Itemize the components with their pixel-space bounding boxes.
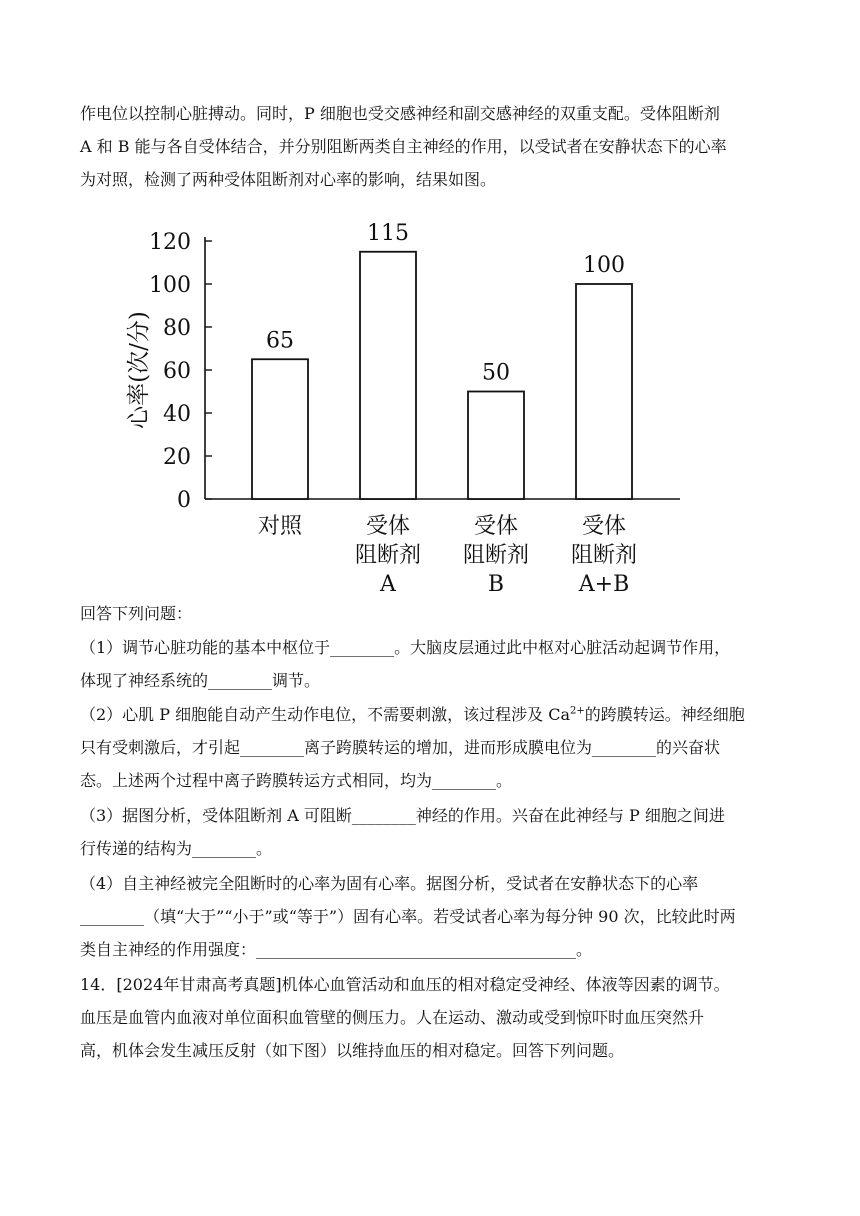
text-line: 血压是血管内血液对单位面积血管壁的侧压力。人在运动、激动或受到惊吓时血压突然升	[80, 1008, 705, 1027]
text-segment: 的跨膜转运。神经细胞	[584, 705, 745, 724]
y-tick-label: 120	[149, 230, 191, 255]
y-tick-label: 60	[163, 359, 191, 384]
y-tick-label: 40	[163, 402, 191, 427]
text-line: 类自主神经的作用强度：________________________________________。	[80, 940, 593, 959]
text-line: 回答下列问题：	[80, 604, 193, 623]
question-1	[80, 631, 780, 697]
text-line: 行传递的结构为________。	[80, 839, 273, 858]
text-line: 只有受刺激后，才引起________离子跨膜转运的增加，进而形成膜电位为________的兴奋状	[80, 738, 721, 757]
question-4	[80, 867, 780, 966]
text-line: 作电位以控制心脏搏动。同时，P 细胞也受交感神经和副交感神经的双重支配。受体阻断剂	[80, 104, 720, 123]
question-2	[80, 698, 780, 797]
text-line: 态。上述两个过程中离子跨膜转运方式相同，均为________。	[80, 771, 513, 790]
text-line: （4）自主神经被完全阻断时的心率为固有心率。据图分析，受试者在安静状态下的心率	[80, 874, 699, 893]
y-axis-label: 心率(次/分)	[126, 311, 152, 429]
bar-data-label: 100	[583, 253, 625, 278]
text-line: 高，机体会发生减压反射（如下图）以维持血压的相对稳定。回答下列问题。	[80, 1041, 625, 1060]
x-category-label: 受体	[365, 514, 411, 539]
x-category-label: 受体	[473, 514, 519, 539]
text-segment: （2）心肌 P 细胞能自动产生动作电位，不需要刺激，该过程涉及 Ca	[80, 705, 570, 724]
bar	[468, 392, 524, 500]
x-category-label: 阻断剂	[354, 543, 422, 568]
text-line: ________（填“大于”“小于”或“等于”）固有心率。若受试者心率为每分钟 90 次，比较此时两	[80, 907, 736, 926]
x-category-label: B	[487, 572, 505, 597]
x-category-label: A	[380, 572, 396, 597]
text-line: 体现了神经系统的________调节。	[80, 671, 321, 690]
text-line: 为对照，检测了两种受体阻断剂对心率的影响，结果如图。	[80, 170, 497, 189]
text-line: （3）据图分析，受体阻断剂 A 可阻断________神经的作用。兴奋在此神经与 P 细胞之间进	[80, 806, 725, 825]
bar	[252, 359, 308, 499]
question-3	[80, 799, 780, 865]
bar-data-label: 65	[266, 328, 294, 354]
text-line: 14．[2024年甘肃高考真题]机体心血管活动和血压的相对稳定受神经、体液等因素的调节。	[80, 975, 730, 994]
bar-data-label: 50	[482, 360, 510, 386]
x-category-label: 阻断剂	[570, 543, 638, 568]
question-14	[80, 968, 780, 1067]
x-category-label: 受体	[581, 514, 627, 539]
heart-rate-bar-chart	[110, 205, 710, 600]
y-tick-label: 20	[163, 445, 191, 470]
intro-paragraph	[80, 97, 780, 196]
text-line	[80, 698, 780, 731]
x-category-label: 对照	[257, 514, 303, 539]
bar	[360, 252, 416, 499]
y-tick-label: 100	[149, 273, 191, 298]
bar	[576, 284, 632, 499]
y-tick-label: 80	[163, 316, 191, 341]
x-category-label: A+B	[578, 572, 630, 597]
text-line: A 和 B 能与各自受体结合，并分别阻断两类自主神经的作用，以受试者在安静状态下的心率	[80, 137, 727, 156]
y-tick-label: 0	[177, 488, 191, 513]
bar-data-label: 115	[367, 220, 409, 246]
answer-prompt	[80, 597, 780, 630]
text-line: （1）调节心脏功能的基本中枢位于________。大脑皮层通过此中枢对心脏活动起调节作用，	[80, 638, 731, 657]
x-category-label: 阻断剂	[462, 543, 530, 568]
superscript: 2+	[570, 705, 585, 717]
